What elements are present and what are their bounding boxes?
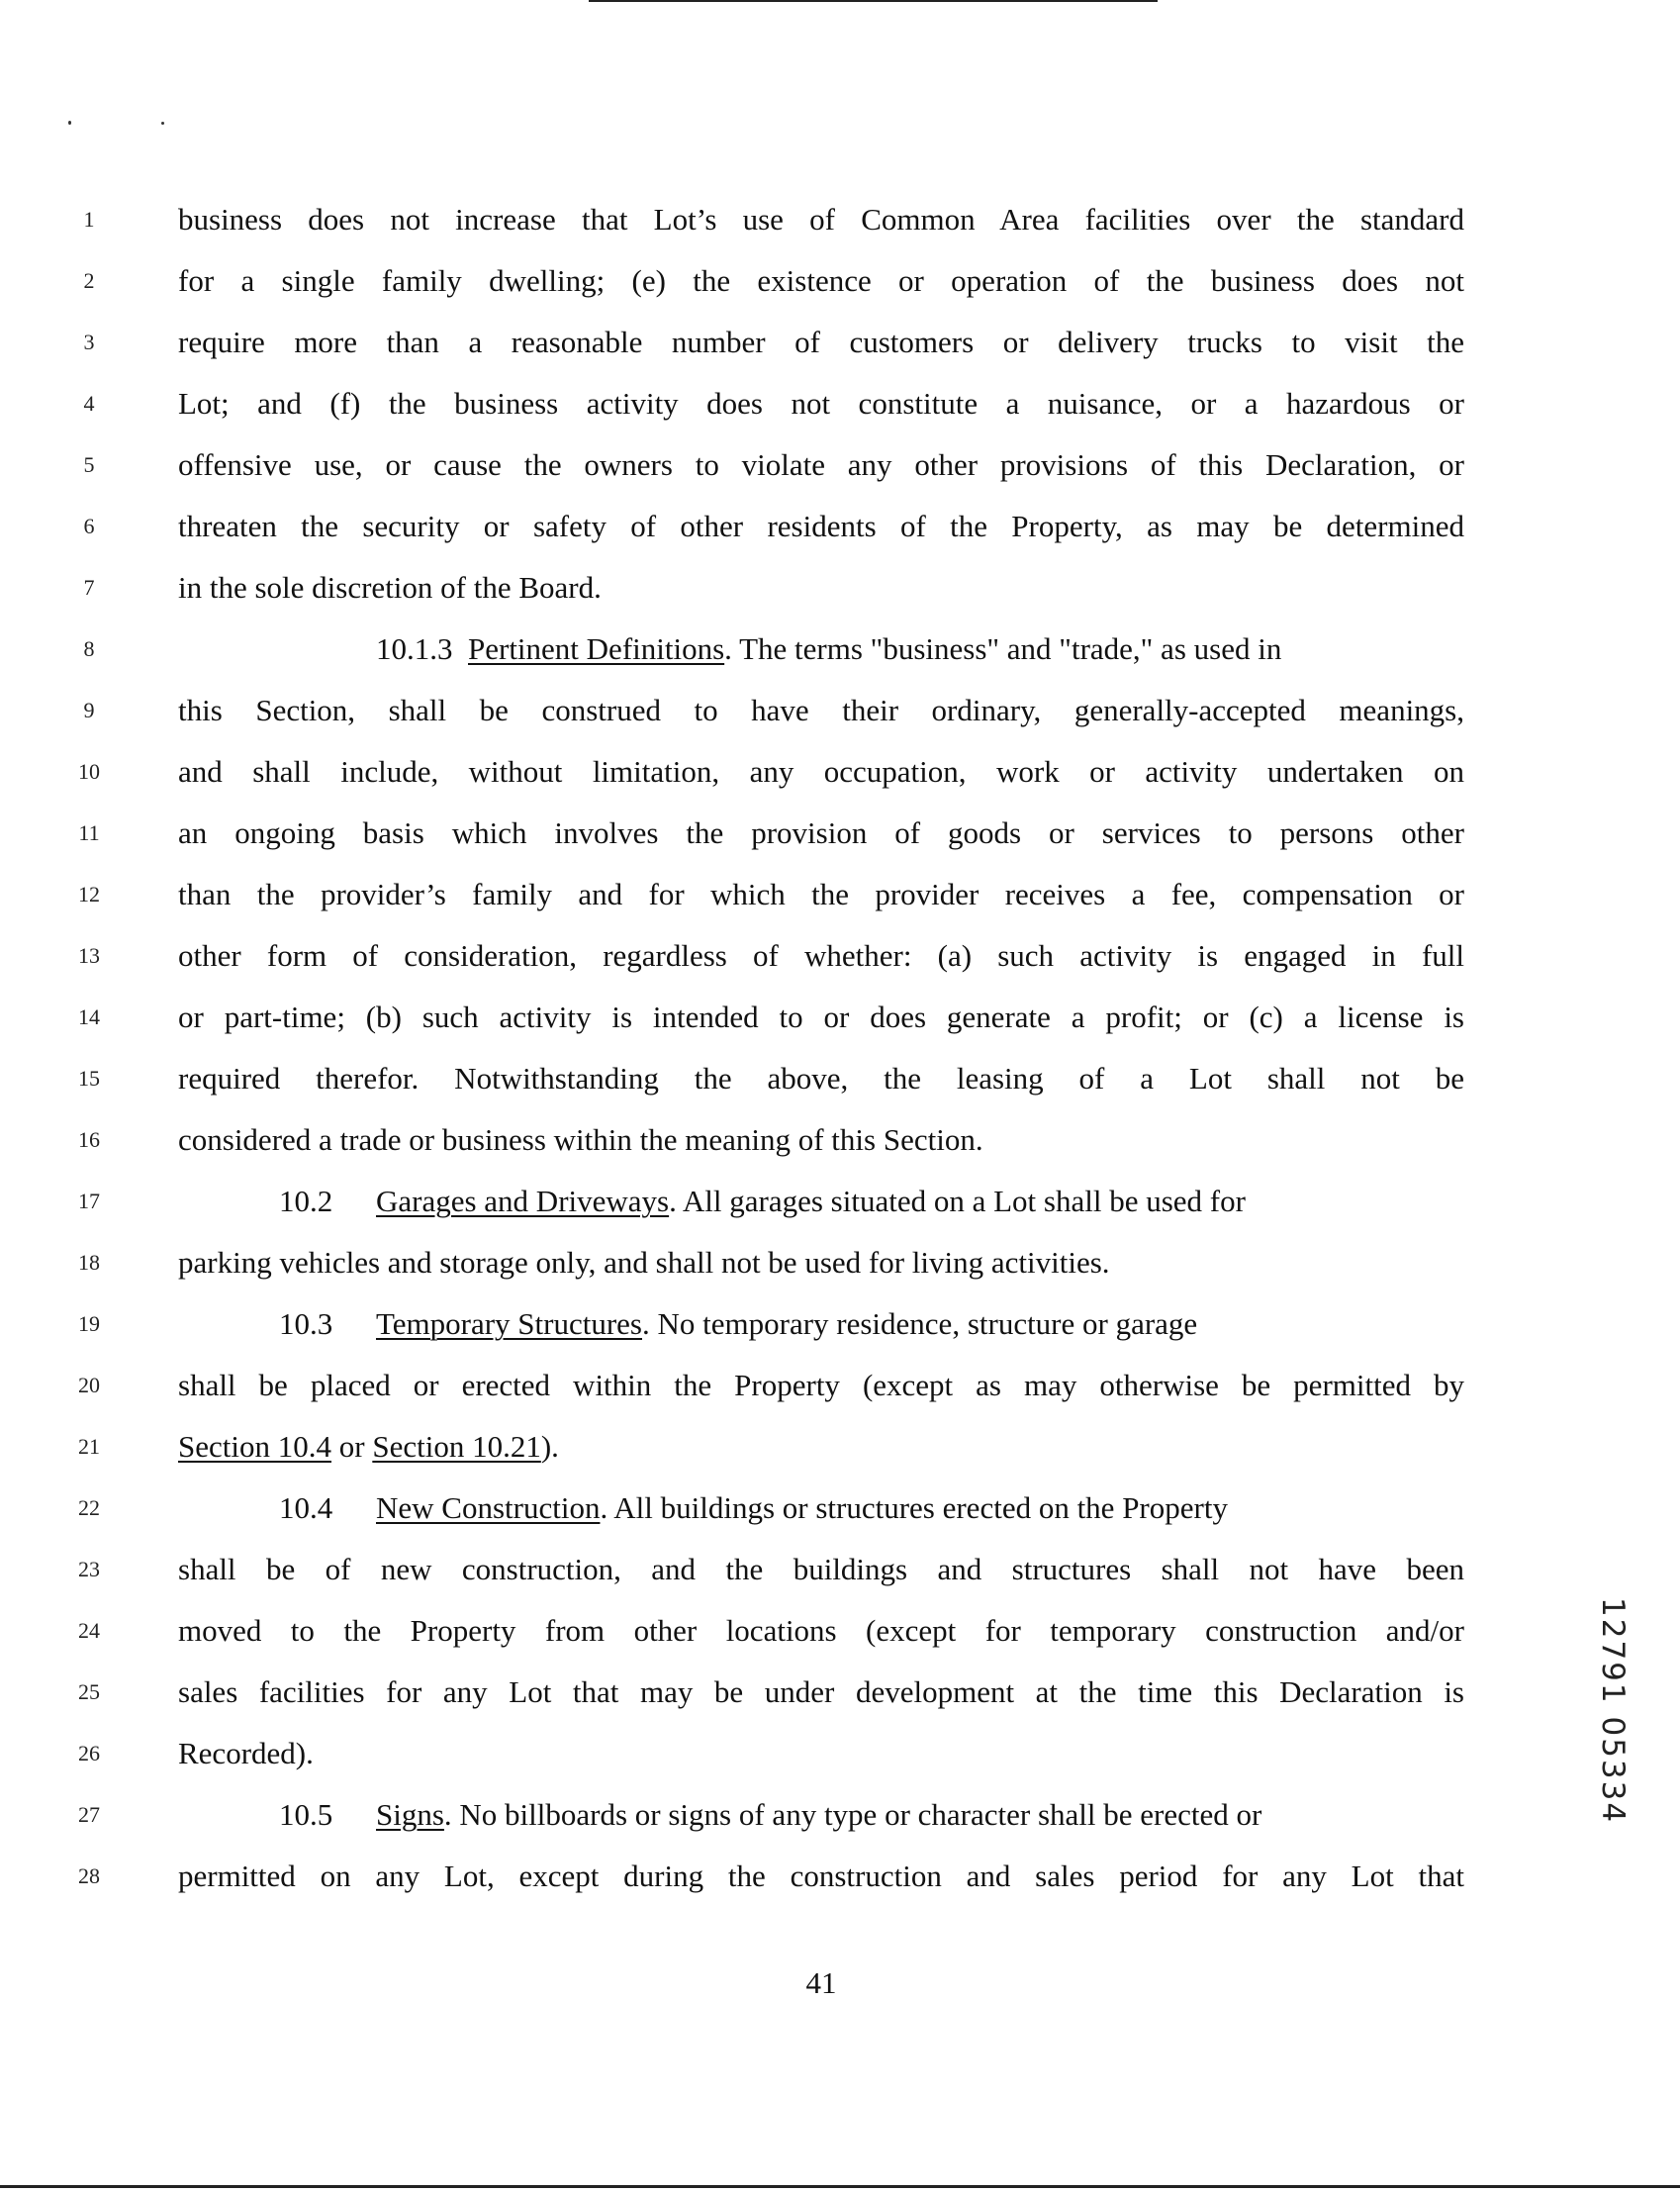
- line-number: 18: [78, 1250, 100, 1275]
- line-number: 22: [78, 1495, 100, 1520]
- line-number: 10: [78, 759, 100, 784]
- line-number: 16: [78, 1127, 100, 1152]
- body-text-line: business does not increase that Lot’s use of Common Area facilities over the standard: [178, 202, 1464, 237]
- line-number: 28: [78, 1863, 100, 1888]
- page-number: 41: [805, 1965, 837, 2000]
- section-title: Garages and Driveways: [376, 1184, 670, 1218]
- section-title: New Construction: [376, 1490, 601, 1525]
- section-heading-line: [279, 1488, 1466, 1528]
- section-number: 10.2: [279, 1184, 333, 1218]
- body-text-line: shall be placed or erected within the Property (except as may otherwise be permitted by: [178, 1368, 1464, 1402]
- body-text-line: offensive use, or cause the owners to violate any other provisions of this Declaration, or: [178, 447, 1464, 482]
- line-number: 8: [83, 636, 95, 661]
- scan-speck: [161, 122, 164, 125]
- cross-reference-line: [178, 1427, 1464, 1467]
- scan-speck: [68, 121, 71, 125]
- bottom-rule: [0, 2185, 1680, 2188]
- reference-connector: or: [331, 1429, 373, 1464]
- line-number: 26: [78, 1741, 100, 1765]
- body-text-line: threaten the security or safety of other residents of the Property, as may be determined: [178, 509, 1464, 543]
- line-number: 4: [83, 391, 95, 416]
- line-number: 17: [78, 1189, 100, 1213]
- line-number: 7: [83, 575, 95, 600]
- body-text-line: or part-time; (b) such activity is intended to or does generate a profit; or (c) a license is: [178, 1000, 1464, 1034]
- line-number: 3: [83, 330, 95, 354]
- section-number: 10.3: [279, 1306, 333, 1341]
- body-text-line: shall be of new construction, and the buildings and structures shall not have been: [178, 1552, 1464, 1586]
- body-text-line: in the sole discretion of the Board.: [178, 570, 602, 605]
- recording-stamp-text: 12791 05334: [1595, 1597, 1631, 1825]
- line-number: 19: [78, 1311, 100, 1336]
- line-number: 20: [78, 1373, 100, 1397]
- body-text-line: an ongoing basis which involves the provision of goods or services to persons other: [178, 815, 1464, 850]
- body-text-line: sales facilities for any Lot that may be under development at the time this Declaration is: [178, 1674, 1464, 1709]
- line-number: 27: [78, 1802, 100, 1827]
- body-text-line: for a single family dwelling; (e) the existence or operation of the business does not: [178, 263, 1464, 298]
- line-number: 11: [78, 820, 100, 845]
- line-number: 15: [78, 1066, 100, 1091]
- body-text-line: and shall include, without limitation, any occupation, work or activity undertaken on: [178, 754, 1464, 789]
- body-text-line: moved to the Property from other locations (except for temporary construction and/or: [178, 1613, 1464, 1648]
- line-number: 2: [83, 268, 95, 293]
- section-text: . All buildings or structures erected on the Property: [600, 1490, 1228, 1525]
- section-reference-link[interactable]: Section 10.21: [372, 1429, 541, 1464]
- line-number: 25: [78, 1679, 100, 1704]
- line-number: 12: [78, 882, 100, 906]
- body-text-line: this Section, shall be construed to have their ordinary, generally-accepted meanings,: [178, 693, 1464, 727]
- body-text-line: required therefor. Notwithstanding the above, the leasing of a Lot shall not be: [178, 1061, 1464, 1096]
- line-number: 21: [78, 1434, 100, 1459]
- section-number: 10.4: [279, 1490, 333, 1525]
- section-heading-line: [279, 1304, 1466, 1344]
- body-text-line: Lot; and (f) the business activity does not constitute a nuisance, or a hazardous or: [178, 386, 1464, 421]
- section-text: . The terms "business" and "trade," as used in: [724, 631, 1282, 666]
- section-heading-line: [376, 629, 1464, 669]
- section-reference-link[interactable]: Section 10.4: [178, 1429, 331, 1464]
- line-number: 24: [78, 1618, 100, 1643]
- body-text-line: permitted on any Lot, except during the construction and sales period for any Lot that: [178, 1859, 1464, 1893]
- line-number: 14: [78, 1004, 100, 1029]
- body-text-line: considered a trade or business within the meaning of this Section.: [178, 1122, 983, 1157]
- body-text-line: Recorded).: [178, 1736, 314, 1770]
- line-number: 1: [83, 207, 95, 232]
- section-text: . No temporary residence, structure or garage: [642, 1306, 1198, 1341]
- line-number: 13: [78, 943, 100, 968]
- section-text: . All garages situated on a Lot shall be used for: [669, 1184, 1246, 1218]
- line-number: 6: [83, 514, 95, 538]
- section-title: Pertinent Definitions: [468, 631, 725, 666]
- section-heading-line: [279, 1182, 1466, 1221]
- section-number: 10.1.3: [376, 631, 453, 666]
- body-text-line: parking vehicles and storage only, and shall not be used for living activities.: [178, 1245, 1110, 1280]
- line-number: 23: [78, 1557, 100, 1581]
- section-title: Signs: [376, 1797, 444, 1832]
- body-text-line: require more than a reasonable number of customers or delivery trucks to visit the: [178, 325, 1464, 359]
- recording-stamp: [1595, 1597, 1650, 1855]
- section-title: Temporary Structures: [376, 1306, 642, 1341]
- section-text: . No billboards or signs of any type or character shall be erected or: [443, 1797, 1262, 1832]
- line-number: 9: [83, 698, 95, 722]
- section-heading-line: [279, 1795, 1466, 1835]
- body-text-line: than the provider’s family and for which the provider receives a fee, compensation or: [178, 877, 1464, 911]
- body-text-line: other form of consideration, regardless of whether: (a) such activity is engaged in full: [178, 938, 1464, 973]
- section-number: 10.5: [279, 1797, 333, 1832]
- reference-tail: ).: [540, 1429, 559, 1464]
- top-rule: [589, 0, 1158, 2]
- line-number: 5: [83, 452, 95, 477]
